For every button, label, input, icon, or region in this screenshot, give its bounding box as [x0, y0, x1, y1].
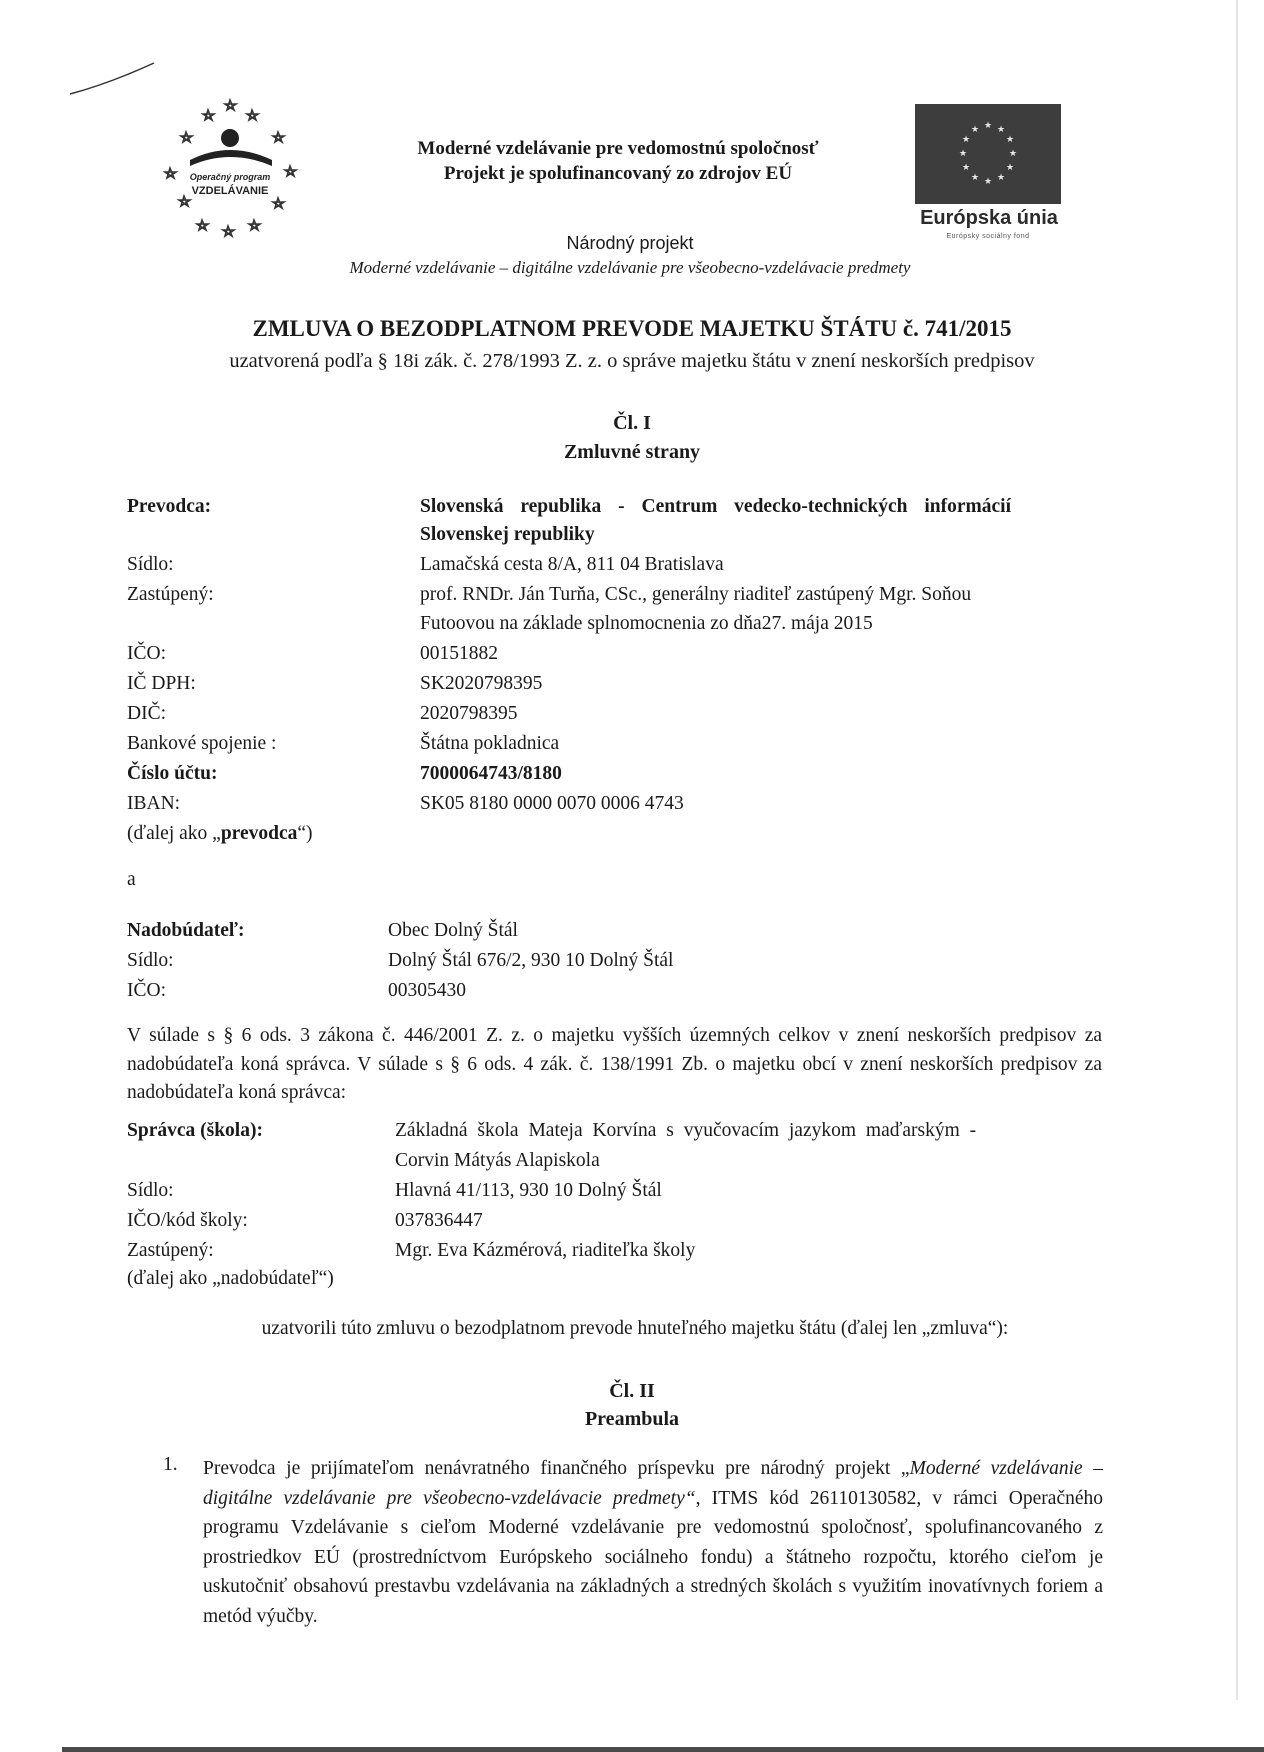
prevodca-dic-label: DIČ: [127, 703, 166, 724]
prevodca-ucet: 7000064743/8180 [420, 763, 562, 784]
nadobudatel-label: Nadobúdateľ: [127, 920, 245, 941]
article-1-number: Čl. I [613, 412, 651, 434]
prevodca-iban-label: IBAN: [127, 793, 181, 814]
prevodca-icdph-label: IČ DPH: [127, 673, 196, 694]
conjunction-a: a [127, 869, 136, 890]
spravca-zastupeny: Mgr. Eva Kázmérová, riaditeľka školy [395, 1240, 696, 1261]
svg-text:Operačný program: Operačný program [189, 172, 271, 182]
prevodca-zastupeny-line2: Futoovou na základe splnomocnenia zo dňa27. mája 2015 [420, 613, 873, 634]
spravca-label: Správca (škola): [127, 1120, 263, 1141]
svg-text:★: ★ [996, 173, 1006, 183]
nadobudatel-sidlo-label: Sídlo: [127, 950, 174, 971]
svg-text:★: ★ [1005, 135, 1015, 145]
prevodca-name-line2: Slovenskej republiky [420, 524, 595, 545]
eu-label: Európska únia [920, 207, 1058, 229]
spravca-ico: 037836447 [395, 1210, 483, 1231]
spravca-ico-label: IČO/kód školy: [127, 1210, 248, 1231]
svg-text:★: ★ [1008, 149, 1018, 159]
prevodca-zastupeny-line1: prof. RNDr. Ján Turňa, CSc., generálny riaditeľ zastúpený Mgr. Soňou [420, 584, 972, 605]
prevodca-ico: 00151882 [420, 643, 498, 664]
prevodca-iban: SK05 8180 0000 0070 0006 4743 [420, 793, 684, 814]
narodny-projekt: Národný projekt [566, 233, 694, 253]
eu-sublabel: Európsky sociálny fond [946, 233, 1030, 240]
svg-text:VZDELÁVANIE: VZDELÁVANIE [191, 185, 269, 197]
svg-text:★: ★ [996, 125, 1006, 135]
article-1-heading: Zmluvné strany [563, 441, 701, 463]
prevodca-sidlo: Lamačská cesta 8/A, 811 04 Bratislava [420, 554, 724, 575]
nadobudatel-ico-label: IČO: [127, 980, 166, 1001]
header-line-1: Moderné vzdelávanie pre vedomostnú spoločnosť [417, 138, 819, 159]
header-line-2: Projekt je spolufinancovaný zo zdrojov EÚ [443, 163, 793, 184]
contract-title-sub: uzatvorená podľa § 18i zák. č. 278/1993 Z. z. o správe majetku štátu v znení neskorších predpisov [229, 350, 1035, 372]
svg-text:★: ★ [983, 121, 993, 131]
spravca-name-line1: Základná škola Mateja Korvína s vyučovacím jazykom maďarským - [395, 1120, 977, 1141]
preambula-item-number: 1. [163, 1454, 178, 1475]
nadobudatel-sidlo: Dolný Štál 676/2, 930 10 Dolný Štál [388, 950, 674, 971]
prevodca-ico-label: IČO: [127, 643, 166, 664]
article-2-number: Čl. II [609, 1380, 655, 1402]
svg-text:★: ★ [970, 125, 980, 135]
scan-bottom-edge [62, 1747, 1264, 1752]
svg-text:★: ★ [983, 177, 993, 187]
prevodca-name-line1: Slovenská republika - Centrum vedecko-technických informácií [420, 496, 1012, 517]
uzatvorili-statement: uzatvorili túto zmluvu o bezodplatnom prevode hnuteľného majetku štátu (ďalej len „zmluva“): [261, 1318, 1009, 1339]
nadobudatel-ico: 00305430 [388, 980, 466, 1001]
eu-flag-icon [915, 104, 1061, 204]
spravca-dalej: (ďalej ako „nadobúdateľ“) [127, 1268, 334, 1289]
project-subtitle: Moderné vzdelávanie – digitálne vzdelávanie pre všeobecno-vzdelávacie predmety [349, 258, 911, 277]
prevodca-dic: 2020798395 [420, 703, 518, 724]
prevodca-ucet-label: Číslo účtu: [127, 763, 218, 784]
preambula-item-text: Prevodca je prijímateľom nenávratného finančného príspevku pre národný projekt „Moderné vzdelávanie – digitálne vzdelávanie pre všeobecno-vzdelávacie predmety“, ITMS kód 26110130582, v rámci Operačného programu Vzdelávanie s cieľom Moderné vzdelávanie pre vedomostnú spoločnosť, spolufinancovaného z prostriedkov EÚ (prostredníctvom Európskeho sociálneho fondu) a štátneho rozpočtu, ktorého cieľom je uskutočniť obsahovú prestavbu vzdelávania na základných a stredných školách s využitím inovatívnych foriem a metód výučby. [203, 1458, 1104, 1627]
spravca-sidlo-label: Sídlo: [127, 1180, 174, 1201]
svg-text:★: ★ [961, 135, 971, 145]
svg-text:★: ★ [1005, 163, 1015, 173]
prevodca-dalej: (ďalej ako „prevodca“) [127, 823, 313, 844]
contract-title: ZMLUVA O BEZODPLATNOM PREVODE MAJETKU ŠTÁTU č. 741/2015 [252, 316, 1012, 341]
v-sulade-paragraph: V súlade s § 6 ods. 3 zákona č. 446/2001 Z. z. o majetku vyšších územných celkov v znení neskorších predpisov za nadobúdateľa koná správca. V súlade s § 6 ods. 4 zák. č. 138/1991 Zb. o majetku obcí v znení neskorších predpisov za nadobúdateľa koná správca: [127, 1025, 1102, 1103]
svg-text:★: ★ [961, 163, 971, 173]
spravca-name-line2: Corvin Mátyás Alapiskola [395, 1150, 600, 1171]
article-2-heading: Preambula [584, 1408, 680, 1430]
spravca-sidlo: Hlavná 41/113, 930 10 Dolný Štál [395, 1180, 662, 1201]
prevodca-label: Prevodca: [127, 496, 212, 517]
svg-text:★: ★ [958, 149, 968, 159]
scan-edge [1236, 0, 1238, 1700]
prevodca-sidlo-label: Sídlo: [127, 554, 174, 575]
prevodca-banka-label: Bankové spojenie : [127, 733, 277, 754]
prevodca-banka: Štátna pokladnica [420, 733, 560, 754]
prevodca-icdph: SK2020798395 [420, 673, 543, 694]
svg-text:★: ★ [970, 173, 980, 183]
spravca-zastupeny-label: Zastúpený: [127, 1240, 214, 1261]
nadobudatel-name: Obec Dolný Štál [388, 920, 518, 941]
prevodca-zastupeny-label: Zastúpený: [127, 584, 214, 605]
